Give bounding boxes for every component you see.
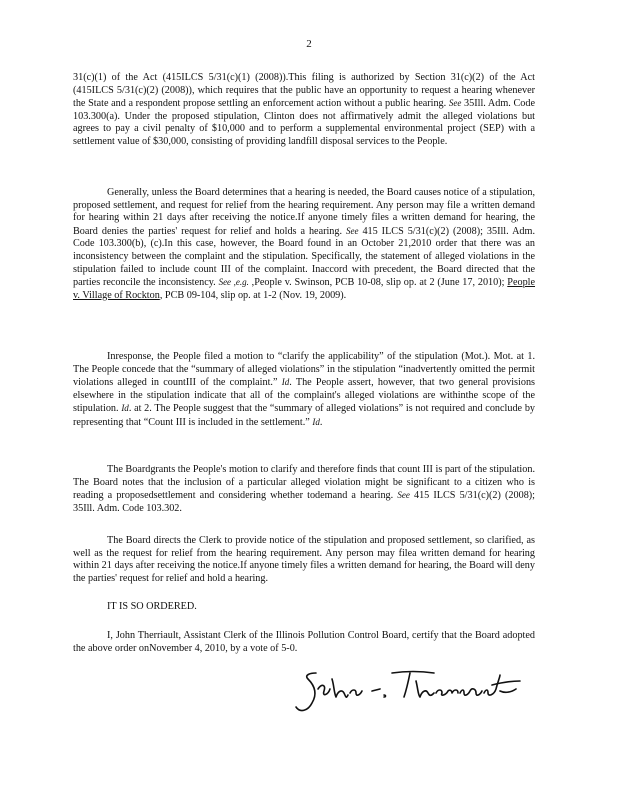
paragraph-board-grants: [73, 464, 535, 515]
p2-see-1: See: [346, 225, 359, 236]
paragraph-hearing-procedure: [73, 187, 535, 302]
case-citation-rockton: People v. Village of Rockton: [73, 277, 536, 301]
p2-text-d: , PCB 09-104, slip op. at 1-2 (Nov. 19, 2009).: [159, 289, 347, 301]
paragraph-filing-authority: [73, 72, 535, 149]
page-number: 2: [306, 38, 312, 50]
p3-text-b: . The People assert, however, that two general provisions elsewhere in the stipulation indicate that all of the complaint's alleged violations are withinthe scope of the stipulation.: [73, 377, 536, 415]
p3-text-d: .: [319, 416, 323, 428]
paragraph-clerk-notice: [73, 535, 535, 585]
paragraph-motion-response: [73, 351, 535, 430]
p3-id-3: Id: [312, 416, 320, 427]
signature-image: [288, 663, 528, 721]
p2-text-a: Generally, unless the Board determines that a hearing is needed, the Board causes notice of a stipulation, proposed settlement, and request for relief from the hearing requirement. Any person may file a written demand for hearing within 21 days after receiving the notice.If anyone timely files a written demand for hearing, the Board denies the parties' request for relief and holds a hearing.: [73, 187, 535, 237]
p3-text-a: Inresponse, the People filed a motion to “clarify the applicability” of the stipulation (Mot.). Mot. at 1. The People concede that the “summary of alleged violations” in the stipulation “inadvertently omitted the permit violations alleged in countIII of the complaint.”: [73, 351, 535, 389]
p4-see: See: [397, 490, 410, 501]
p4-text-a: The Boardgrants the People's motion to clarify and therefore finds that count III is part of the stipulation. The Board notes that the inclusion of a particular alleged violation might be significant to a citizen who is reading a proposedsettlement and considering whether todemand a hearing.: [73, 464, 535, 502]
p7-text: I, John Therriault, Assistant Clerk of the Illinois Pollution Control Board, certify that the Board adopted the above order onNovember 4, 2010, by a vote of 5-0.: [73, 630, 535, 654]
p1-text-a: 31(c)(1) of the Act (415ILCS 5/31(c)(1) (2008)).This filing is authorized by Section 31(c)(2) of the Act (415ILCS 5/31(c)(2) (2008)), which requires that the public have an opportunity to request a hearing whenever the State and a respondent propose settling an enforcement action without a public hearing.: [73, 72, 535, 110]
so-ordered-line: IT IS SO ORDERED.: [107, 601, 197, 612]
p3-id-1: Id: [281, 377, 290, 388]
p4-text-b: 415 ILCS 5/31(c)(2) (2008); 35Ill. Adm. Code 103.302.: [73, 490, 536, 514]
p5-text: The Board directs the Clerk to provide notice of the stipulation and proposed settlement, so clarified, as well as the request for relief from the hearing requirement. Any person may filea written demand for hearing within 21 days after receiving the notice.If anyone timely files a written demand for hearing, the Board will deny the parties' request for relief and hold a hearing.: [73, 535, 535, 584]
p2-text-c: ,People v. Swinson, PCB 10-08, slip op. at 2 (June 17, 2010);: [251, 277, 505, 289]
p2-see-2: See ,e.g.: [218, 277, 249, 288]
p1-text-b: 35Ill. Adm. Code 103.300(a). Under the proposed stipulation, Clinton does not affirmatively admit the alleged violations but agrees to pay a civil penalty of $10,000 and to perform a supplemental environmental project (SEP) with a settlement value of $30,000, consisting of providing landfill disposal services to the People.: [73, 98, 536, 147]
p1-see: See: [448, 98, 462, 109]
p3-text-c: . at 2. The People suggest that the “summary of alleged violations” is not required and conclude by representing that “Count III is included in the settlement.”: [73, 403, 536, 428]
paragraph-certification: [73, 630, 535, 655]
p3-id-2: Id: [121, 403, 129, 414]
p2-text-b: 415 ILCS 5/31(c)(2) (2008); 35Ill. Adm. Code 103.300(b), (c).In this case, however, the Board found in an October 21,2010 order that there was an inconsistency between the complaint and the stipulation. Specifically, the statement of alleged violations in the stipulation failed to include count III of the complaint. Inaccord with precedent, the Board directed that the parties reconcile the inconsistency.: [73, 225, 535, 289]
